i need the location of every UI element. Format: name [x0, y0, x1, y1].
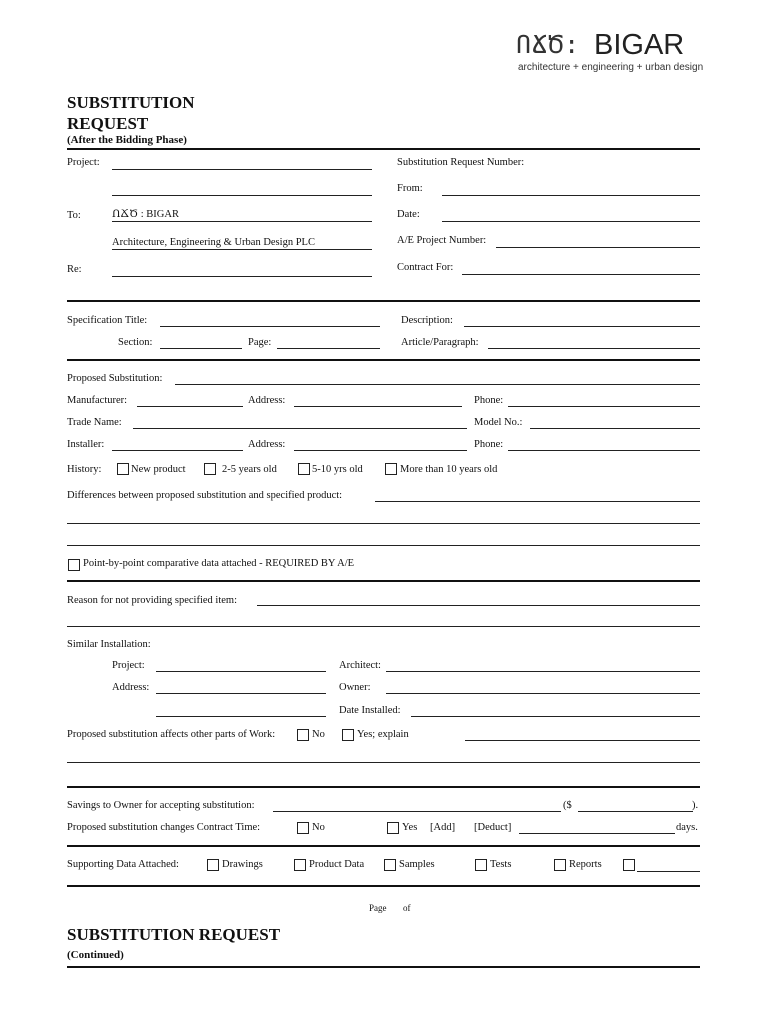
contract-for-label: Contract For: — [397, 262, 454, 273]
drawings-checkbox[interactable] — [207, 859, 219, 871]
date-field[interactable] — [442, 221, 700, 222]
divider — [67, 966, 700, 968]
divider — [67, 580, 700, 582]
page-title — [67, 92, 195, 147]
manufacturer-label: Manufacturer: — [67, 395, 128, 406]
article-label: Article/Paragraph: — [401, 337, 479, 348]
spec-title-label: Specification Title: — [67, 315, 148, 326]
project-label: Project: — [67, 157, 100, 168]
comparative-data-checkbox[interactable] — [68, 559, 80, 571]
divider — [67, 885, 700, 887]
history-10-plus-label: More than 10 years old — [400, 464, 498, 475]
trade-name-label: Trade Name: — [67, 417, 122, 428]
from-label: From: — [397, 183, 423, 194]
date-installed-label: Date Installed: — [339, 705, 401, 716]
section-field[interactable] — [160, 348, 242, 349]
history-5-10-label: 5-10 yrs old — [312, 464, 363, 475]
reason-label: Reason for not providing specified item: — [67, 595, 238, 606]
address-field[interactable] — [294, 406, 462, 407]
differences-field-line2[interactable] — [67, 523, 700, 524]
product-data-label: Product Data — [309, 859, 365, 870]
history-label: History: — [67, 464, 102, 475]
project-field-line2[interactable] — [112, 195, 372, 196]
company-logo — [516, 30, 726, 75]
trade-name-field[interactable] — [133, 428, 467, 429]
installer-address-field[interactable] — [294, 450, 467, 451]
title-line1: SUBSTITUTION — [67, 93, 195, 112]
date-label: Date: — [397, 209, 420, 220]
reports-label: Reports — [569, 859, 602, 870]
divider — [67, 359, 700, 361]
history-10-plus-checkbox[interactable] — [385, 463, 397, 475]
installer-phone-field[interactable] — [508, 450, 700, 451]
days-label: days. — [676, 822, 698, 833]
tests-checkbox[interactable] — [475, 859, 487, 871]
description-label: Description: — [401, 315, 453, 326]
differences-label: Differences between proposed substitution and specified product: — [67, 490, 343, 501]
contract-time-yes-checkbox[interactable] — [387, 822, 399, 834]
to-company-line — [112, 249, 372, 250]
reason-field-line2[interactable] — [67, 626, 700, 627]
logo-tagline: architecture + engineering + urban design — [518, 62, 704, 73]
savings-dollar-open: ($ — [563, 800, 572, 811]
proposed-label: Proposed Substitution: — [67, 373, 163, 384]
contract-time-label: Proposed substitution changes Contract Time: — [67, 822, 261, 833]
contract-for-field[interactable] — [462, 274, 700, 275]
installer-phone-label: Phone: — [474, 439, 504, 450]
reason-field[interactable] — [257, 605, 700, 606]
section-label: Section: — [118, 337, 153, 348]
footer-page-label: Page — [369, 903, 387, 913]
add-label: [Add] — [430, 822, 456, 833]
owner-label: Owner: — [339, 682, 371, 693]
proposed-field[interactable] — [175, 384, 700, 385]
comparative-data-label: Point-by-point comparative data attached - REQUIRED BY A/E — [83, 558, 355, 569]
history-5-10-checkbox[interactable] — [298, 463, 310, 475]
footer-of-label: of — [403, 903, 411, 913]
similar-project-label: Project: — [112, 660, 145, 671]
installer-field[interactable] — [112, 450, 243, 451]
owner-field[interactable] — [386, 693, 700, 694]
history-2-5-label: 2-5 years old — [222, 464, 277, 475]
model-label: Model No.: — [474, 417, 523, 428]
differences-field[interactable] — [375, 501, 700, 502]
re-field[interactable] — [112, 276, 372, 277]
product-data-checkbox[interactable] — [294, 859, 306, 871]
manufacturer-field[interactable] — [137, 406, 243, 407]
to-field — [112, 221, 372, 222]
logo-mark: ՈՃԾ: — [516, 30, 581, 59]
title-subtitle: (After the Bidding Phase) — [67, 134, 187, 146]
history-new-checkbox[interactable] — [117, 463, 129, 475]
continued-title: SUBSTITUTION REQUEST — [67, 925, 281, 944]
savings-dollar-close: ). — [692, 800, 699, 811]
ae-project-number-label: A/E Project Number: — [397, 235, 487, 246]
affects-explain-field-line2[interactable] — [67, 762, 700, 763]
affects-work-label: Proposed substitution affects other parts of Work: — [67, 729, 276, 740]
affects-yes-checkbox[interactable] — [342, 729, 354, 741]
architect-field[interactable] — [386, 671, 700, 672]
affects-yes-label: Yes; explain — [357, 729, 409, 740]
continued-subtitle: (Continued) — [67, 949, 124, 961]
other-checkbox[interactable] — [623, 859, 635, 871]
installer-address-label: Address: — [248, 439, 286, 450]
affects-no-checkbox[interactable] — [297, 729, 309, 741]
to-label: To: — [67, 210, 81, 221]
deduct-label: [Deduct] — [474, 822, 512, 833]
logo-name: BIGAR — [594, 29, 685, 61]
other-field[interactable] — [637, 871, 700, 872]
spec-title-field[interactable] — [160, 326, 380, 327]
to-name: ՈՃԾ : BIGAR — [112, 209, 179, 220]
address-label: Address: — [248, 395, 286, 406]
page-label: Page: — [248, 337, 272, 348]
history-2-5-checkbox[interactable] — [204, 463, 216, 475]
phone-field[interactable] — [508, 406, 700, 407]
differences-field-line3[interactable] — [67, 545, 700, 546]
divider — [67, 786, 700, 788]
contract-time-no-label: No — [312, 822, 325, 833]
model-field[interactable] — [530, 428, 700, 429]
contract-time-yes-label: Yes — [402, 822, 418, 833]
project-field[interactable] — [112, 169, 372, 170]
drawings-label: Drawings — [222, 859, 263, 870]
savings-amount-field[interactable] — [578, 811, 693, 812]
request-number-label: Substitution Request Number: — [397, 157, 525, 168]
supporting-label: Supporting Data Attached: — [67, 859, 179, 870]
divider — [67, 148, 700, 150]
savings-field[interactable] — [273, 811, 561, 812]
affects-no-label: No — [312, 729, 325, 740]
similar-address-label: Address: — [112, 682, 150, 693]
description-field[interactable] — [464, 326, 700, 327]
article-field[interactable] — [488, 348, 700, 349]
ae-project-number-field[interactable] — [496, 247, 700, 248]
installer-label: Installer: — [67, 439, 105, 450]
similar-project-field[interactable] — [156, 671, 326, 672]
savings-label: Savings to Owner for accepting substitution: — [67, 800, 255, 811]
samples-checkbox[interactable] — [384, 859, 396, 871]
similar-address-field-line2[interactable] — [156, 716, 326, 717]
reports-checkbox[interactable] — [554, 859, 566, 871]
tests-label: Tests — [490, 859, 512, 870]
phone-label: Phone: — [474, 395, 504, 406]
history-new-label: New product — [131, 464, 186, 475]
days-field[interactable] — [519, 833, 675, 834]
from-field[interactable] — [442, 195, 700, 196]
contract-time-no-checkbox[interactable] — [297, 822, 309, 834]
re-label: Re: — [67, 264, 82, 275]
divider — [67, 845, 700, 847]
to-company: Architecture, Engineering & Urban Design PLC — [112, 237, 315, 248]
samples-label: Samples — [399, 859, 435, 870]
date-installed-field[interactable] — [411, 716, 700, 717]
divider — [67, 300, 700, 302]
similar-address-field[interactable] — [156, 693, 326, 694]
affects-explain-field[interactable] — [465, 740, 700, 741]
page-field[interactable] — [277, 348, 380, 349]
title-line2: REQUEST — [67, 114, 149, 133]
similar-heading: Similar Installation: — [67, 639, 151, 650]
architect-label: Architect: — [339, 660, 381, 671]
